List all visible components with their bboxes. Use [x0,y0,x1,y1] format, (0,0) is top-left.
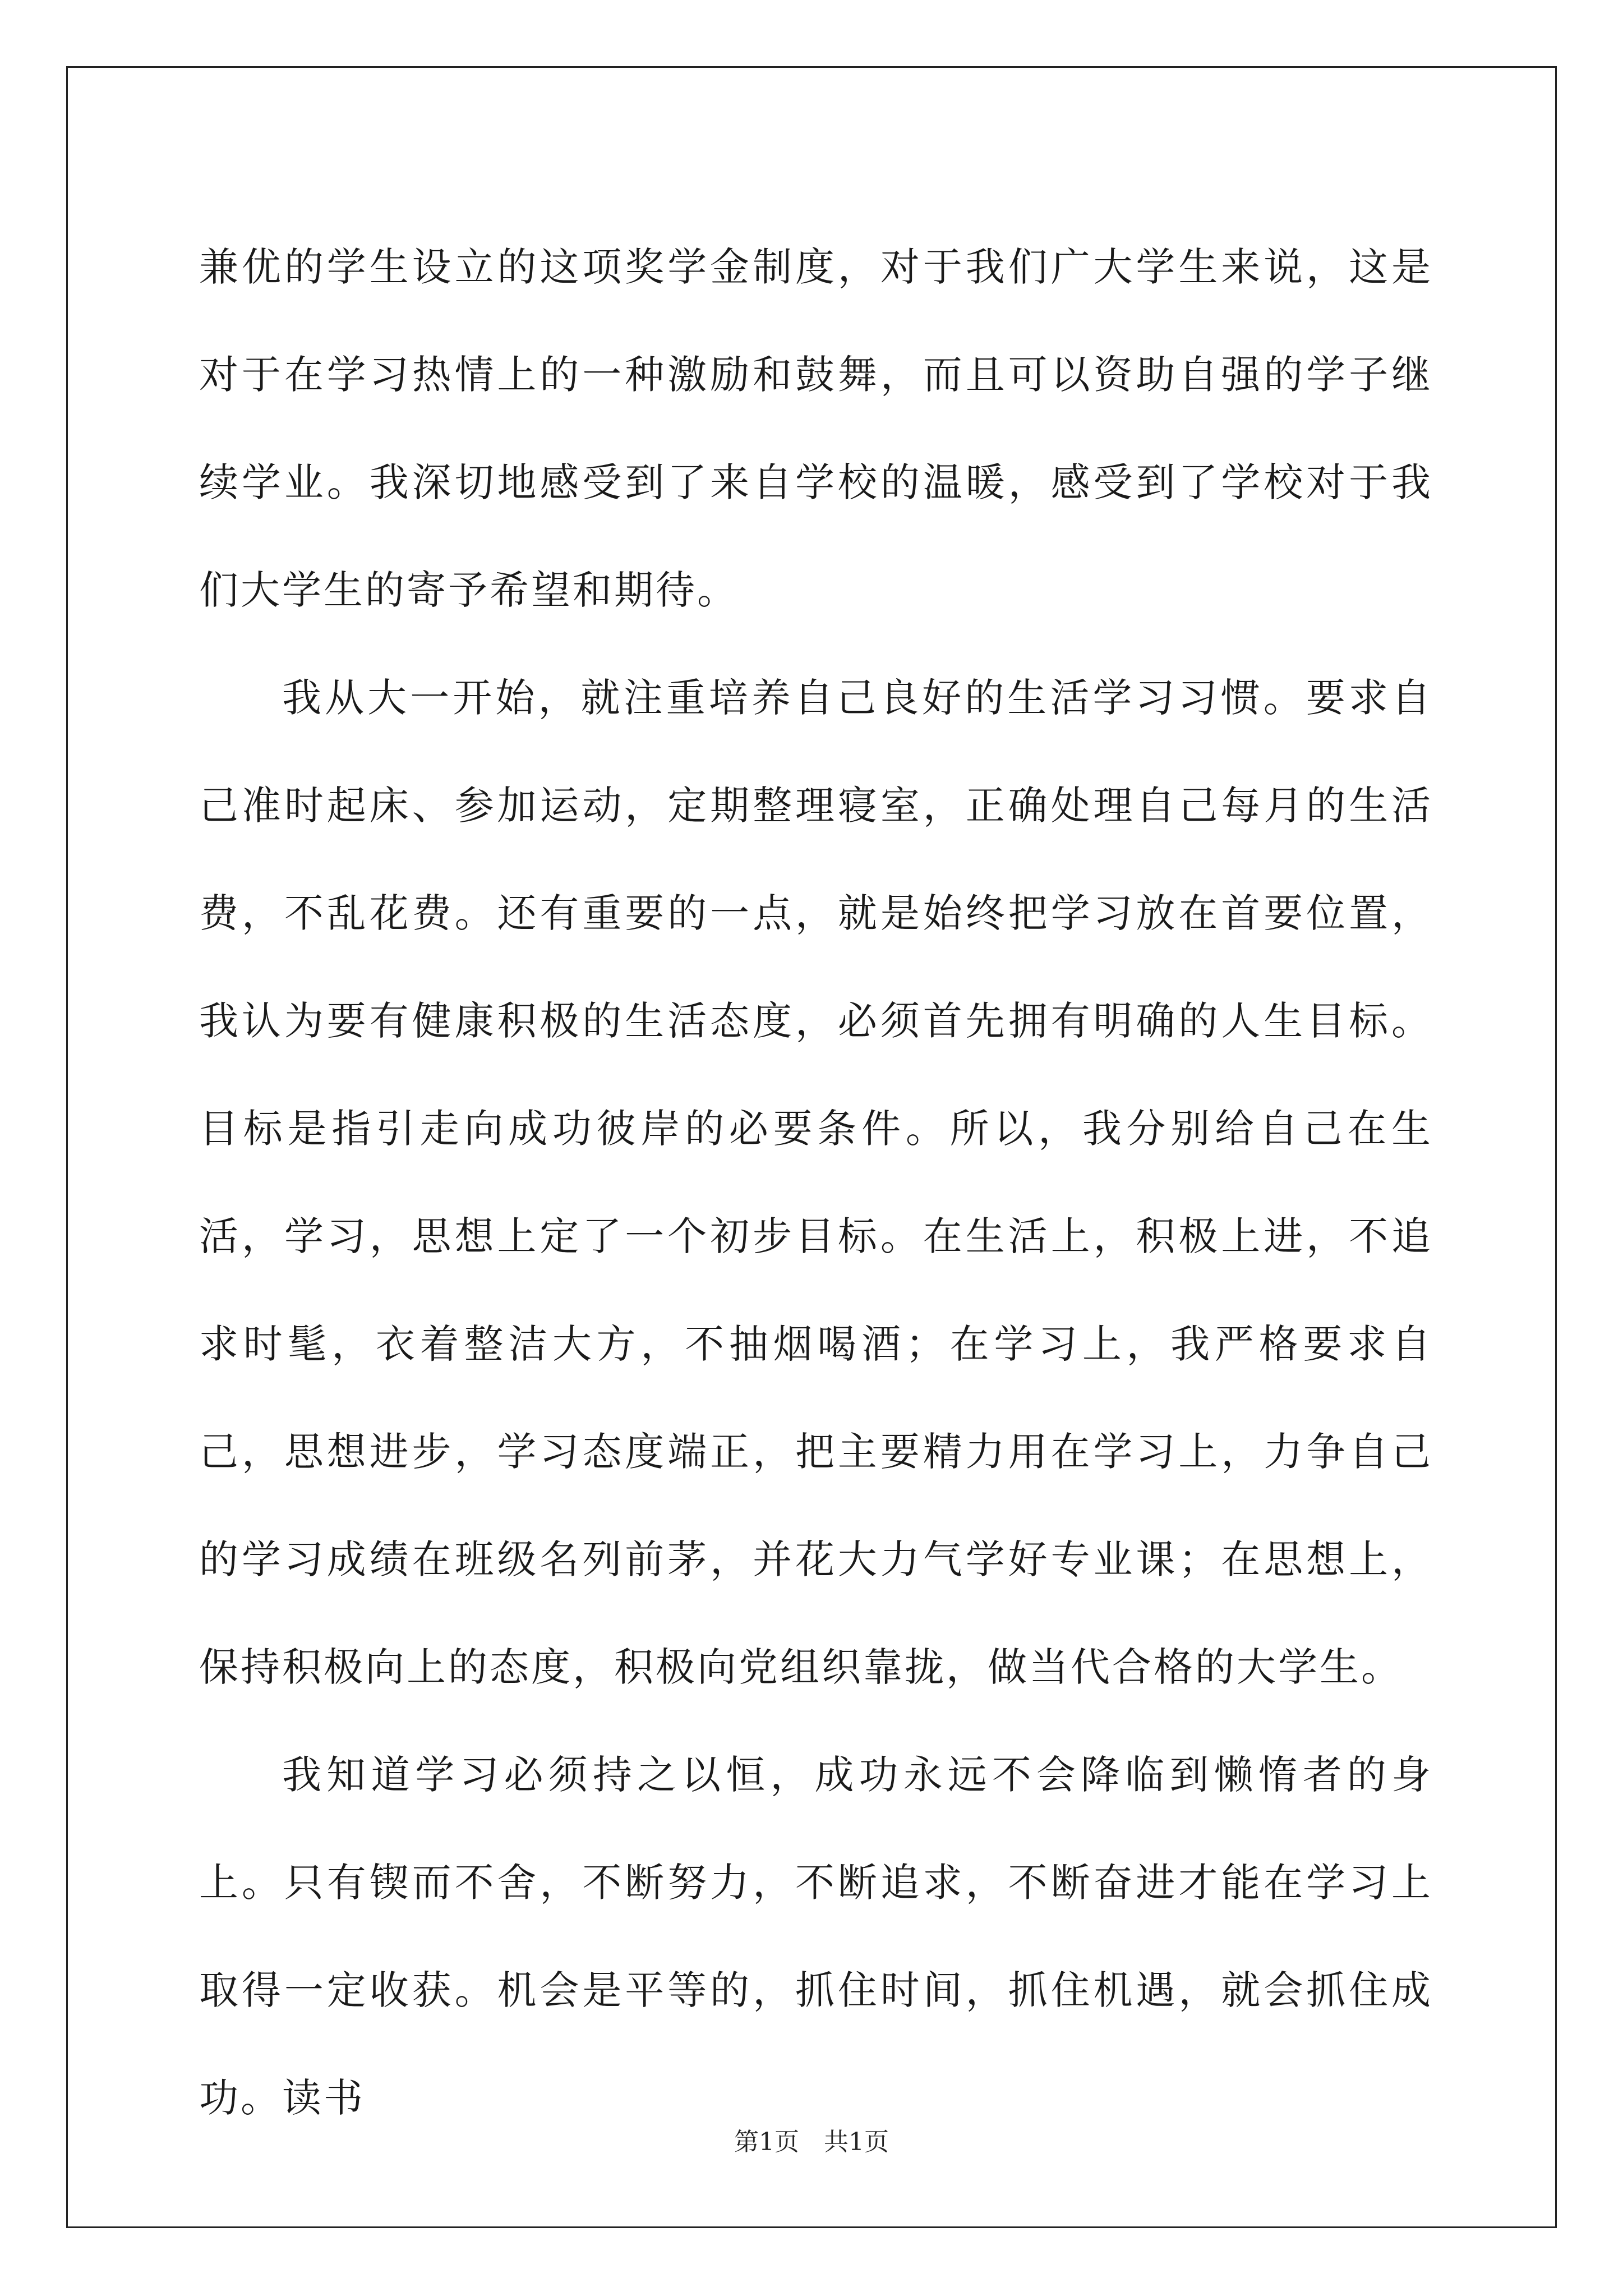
document-body [199,213,1433,2152]
page-total: 共1页 [824,2128,889,2156]
page-number: 第1页 [734,2128,799,2156]
paragraph-1: 兼优的学生设立的这项奖学金制度，对于我们广大学生来说，这是对于在学习热情上的一种激励和鼓舞，而且可以资助自强的学子继续学业。我深切地感受到了来自学校的温暖，感受到了学校对于我们大学生的寄予希望和期待。 [199,244,1433,613]
paragraph-2: 我从大一开始，就注重培养自己良好的生活学习习惯。要求自己准时起床、参加运动，定期整理寝室，正确处理自己每月的生活费，不乱花费。还有重要的一点，就是始终把学习放在首要位置，我认为要有健康积极的生活态度，必须首先拥有明确的人生目标。目标是指引走向成功彼岸的必要条件。所以，我分别给自己在生活，学习，思想上定了一个初步目标。在生活上，积极上进，不追求时髦，衣着整洁大方，不抽烟喝酒；在学习上，我严格要求自己，思想进步，学习态度端正，把主要精力用在学习上，力争自己的学习成绩在班级名列前茅，并花大力气学好专业课；在思想上，保持积极向上的态度，积极向党组织靠拢，做当代合格的大学生。 [199,675,1433,1690]
paragraph-3: 我知道学习必须持之以恒，成功永远不会降临到懒惰者的身上。只有锲而不舍，不断努力，不断追求，不断奋进才能在学习上取得一定收获。机会是平等的，抓住时间，抓住机遇，就会抓住成功。读书 [199,1752,1433,2121]
page-footer [0,2122,1623,2157]
